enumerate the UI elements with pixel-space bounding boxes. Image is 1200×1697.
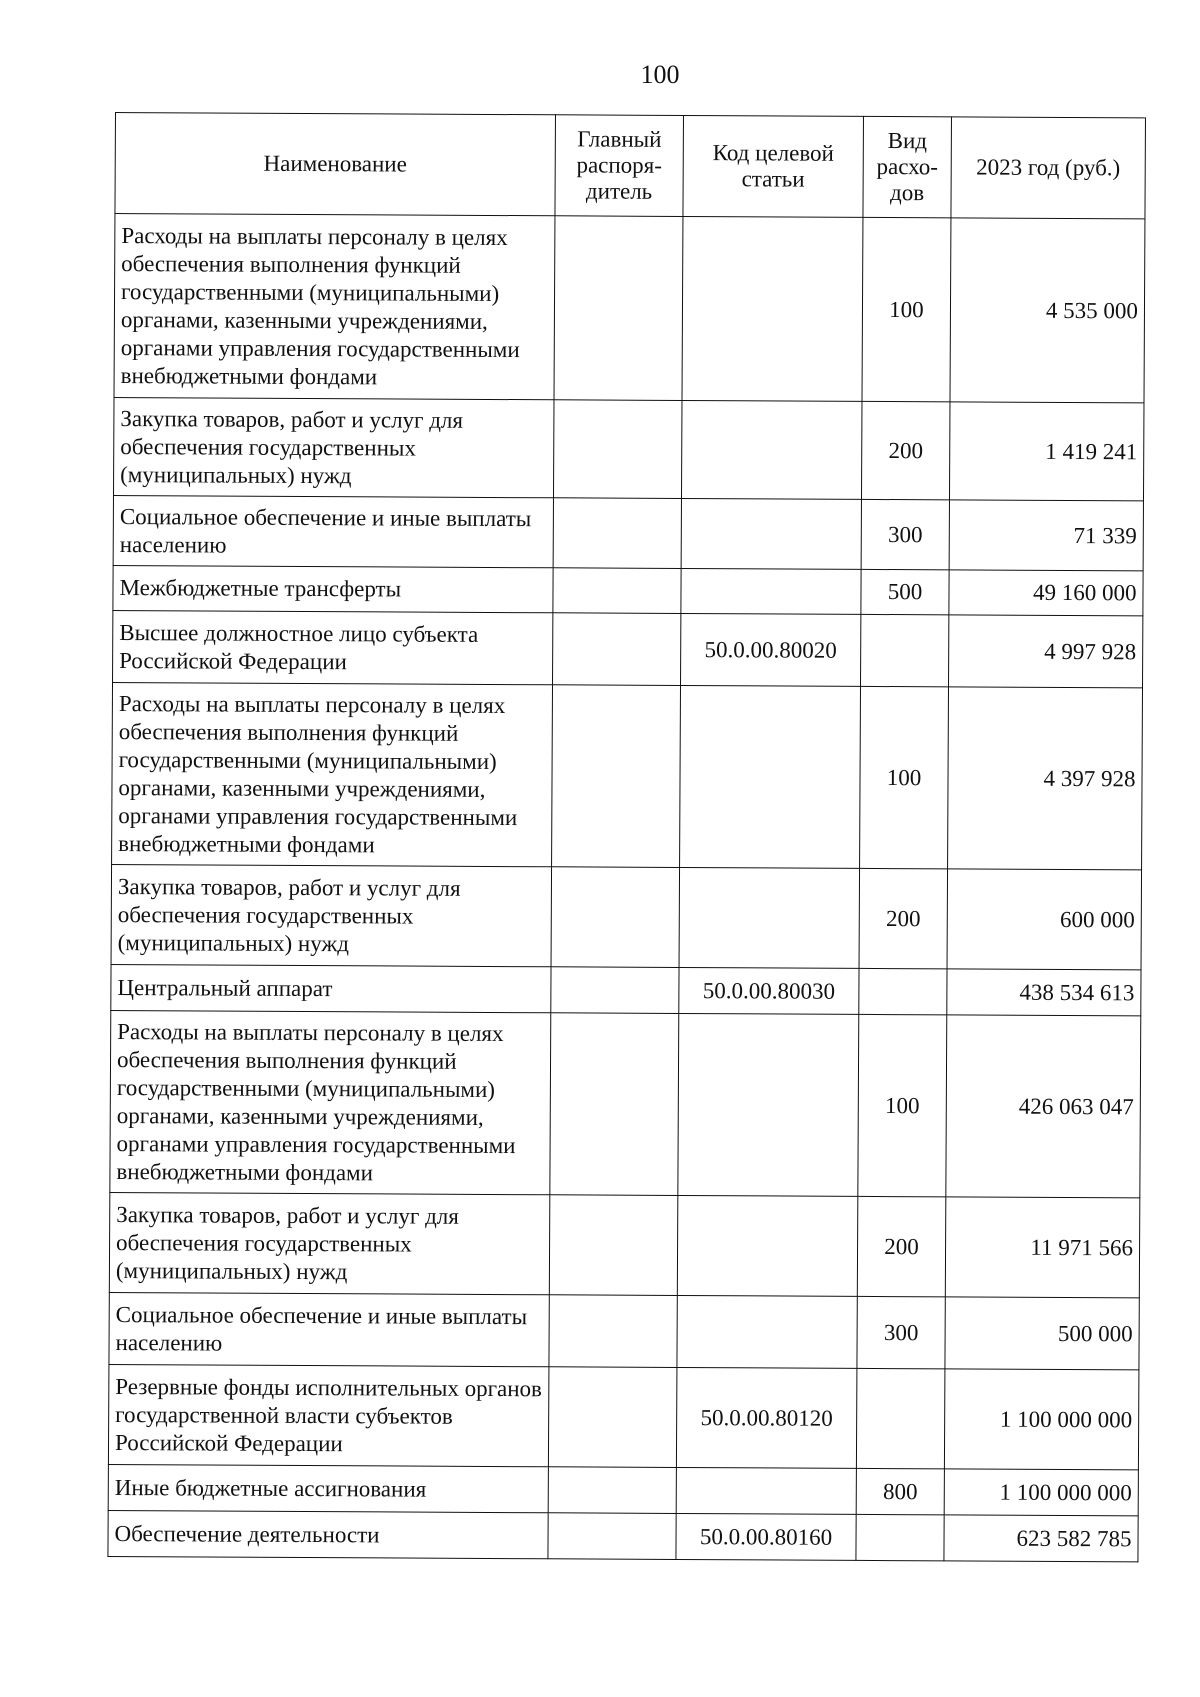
header-manager: Главный распоря-дитель: [555, 115, 684, 217]
row-type: 100: [858, 1014, 947, 1196]
row-manager: [549, 1195, 678, 1296]
row-type: 100: [862, 217, 951, 401]
row-code: [681, 498, 861, 569]
row-type: 200: [861, 401, 950, 499]
row-name: Центральный аппарат: [111, 964, 551, 1012]
row-type: [856, 1514, 944, 1560]
row-name: Иные бюджетные ассигнования: [108, 1464, 548, 1512]
row-name: Закупка товаров, работ и услуг для обеспечения государственных (муниципальных) нужд: [109, 1192, 550, 1294]
row-amount: 600 000: [947, 869, 1142, 970]
row-code: [677, 1295, 857, 1368]
row-manager: [549, 1295, 677, 1368]
row-code: [680, 685, 861, 868]
row-amount: 1 100 000 000: [944, 1469, 1138, 1516]
row-amount: 1 100 000 000: [944, 1369, 1139, 1470]
row-name: Закупка товаров, работ и услуг для обеспечения государственных (муниципальных) нужд: [113, 397, 554, 497]
row-manager: [548, 1467, 676, 1514]
row-type: 200: [859, 868, 948, 968]
row-type: [856, 1368, 945, 1468]
table-row: [114, 214, 1145, 403]
row-code: [681, 568, 861, 614]
table-row: [113, 397, 1143, 500]
row-manager: [553, 613, 681, 686]
table-row: [108, 1510, 1138, 1561]
row-amount: 438 534 613: [947, 969, 1141, 1016]
row-code: 50.0.00.80120: [676, 1367, 857, 1468]
row-manager: [551, 967, 679, 1014]
row-type: 200: [857, 1196, 946, 1296]
row-manager: [548, 1513, 676, 1560]
row-name: Высшее должностное лицо субъекта Российской Федерации: [113, 610, 553, 684]
row-name: Обеспечение деятельности: [108, 1510, 548, 1558]
row-amount: 426 063 047: [946, 1015, 1141, 1198]
row-manager: [553, 568, 681, 614]
row-name: Межбюджетные трансферты: [113, 565, 553, 612]
header-name: Наименование: [115, 113, 556, 216]
row-name: Резервные фонды исполнительных органов государственной власти субъектов Российской Федерации: [108, 1364, 549, 1466]
row-type: 100: [860, 686, 949, 868]
row-manager: [553, 400, 682, 499]
row-name: Расходы на выплаты персоналу в целях обеспечения выполнения функций государственными (муниципальными) органами, казенными учреждениями, органами управления государственными внебюджетными фондами: [110, 1010, 551, 1194]
row-manager: [553, 498, 681, 569]
row-code: 50.0.00.80030: [679, 967, 859, 1014]
table-row: [113, 610, 1143, 687]
page-number: 100: [640, 60, 680, 89]
table-row: [111, 964, 1141, 1015]
row-code: 50.0.00.80160: [676, 1513, 856, 1560]
row-amount: 623 582 785: [944, 1515, 1138, 1562]
row-type: 800: [856, 1468, 944, 1514]
row-code: [681, 400, 862, 499]
row-amount: 1 419 241: [949, 402, 1144, 501]
table-row: [111, 864, 1142, 969]
row-amount: 49 160 000: [949, 570, 1143, 616]
row-amount: 4 997 928: [949, 615, 1143, 688]
table-row: [109, 1192, 1140, 1297]
row-type: 500: [861, 569, 949, 614]
row-name: Закупка товаров, работ и услуг для обеспечения государственных (муниципальных) нужд: [111, 864, 552, 966]
row-type: [859, 968, 947, 1014]
header-type: Вид расхо-дов: [863, 116, 952, 217]
row-amount: 4 535 000: [950, 218, 1145, 403]
table-row: [108, 1364, 1139, 1469]
row-type: 300: [857, 1296, 945, 1368]
row-type: 300: [861, 499, 949, 569]
row-manager: [551, 867, 680, 968]
row-name: Социальное обеспечение и иные выплаты населению: [109, 1292, 549, 1366]
table-row: [110, 1010, 1141, 1197]
row-name: Социальное обеспечение и иные выплаты населению: [113, 495, 553, 567]
table-row: [113, 495, 1143, 570]
row-amount: 11 971 566: [945, 1197, 1140, 1298]
row-name: Расходы на выплаты персоналу в целях обеспечения выполнения функций государственными (муниципальными) органами, казенными учреждениями, органами управления государственными внебюджетными фондами: [114, 214, 555, 400]
row-name: Расходы на выплаты персоналу в целях обеспечения выполнения функций государственными (муниципальными) органами, казенными учреждениями, органами управления государственными внебюджетными фондами: [112, 682, 553, 866]
row-code: [676, 1467, 856, 1514]
row-amount: 71 339: [949, 500, 1143, 571]
table-row: [109, 1292, 1139, 1369]
row-amount: 4 397 928: [948, 687, 1143, 870]
table-row: [113, 565, 1143, 615]
header-code: Код целевой статьи: [683, 115, 864, 217]
row-manager: [552, 685, 681, 868]
row-type: [861, 614, 949, 686]
table-row: [108, 1464, 1138, 1515]
budget-table: [107, 112, 1146, 1562]
row-code: 50.0.00.80020: [681, 613, 861, 686]
row-manager: [554, 216, 683, 401]
row-code: [677, 1195, 858, 1296]
row-manager: [550, 1013, 679, 1196]
table-header-row: [115, 113, 1146, 219]
table-row: [112, 682, 1143, 869]
row-amount: 500 000: [945, 1297, 1139, 1370]
row-code: [678, 1013, 859, 1196]
row-code: [679, 867, 860, 968]
header-year: 2023 год (руб.): [951, 117, 1146, 219]
row-code: [682, 216, 863, 401]
row-manager: [548, 1367, 677, 1468]
